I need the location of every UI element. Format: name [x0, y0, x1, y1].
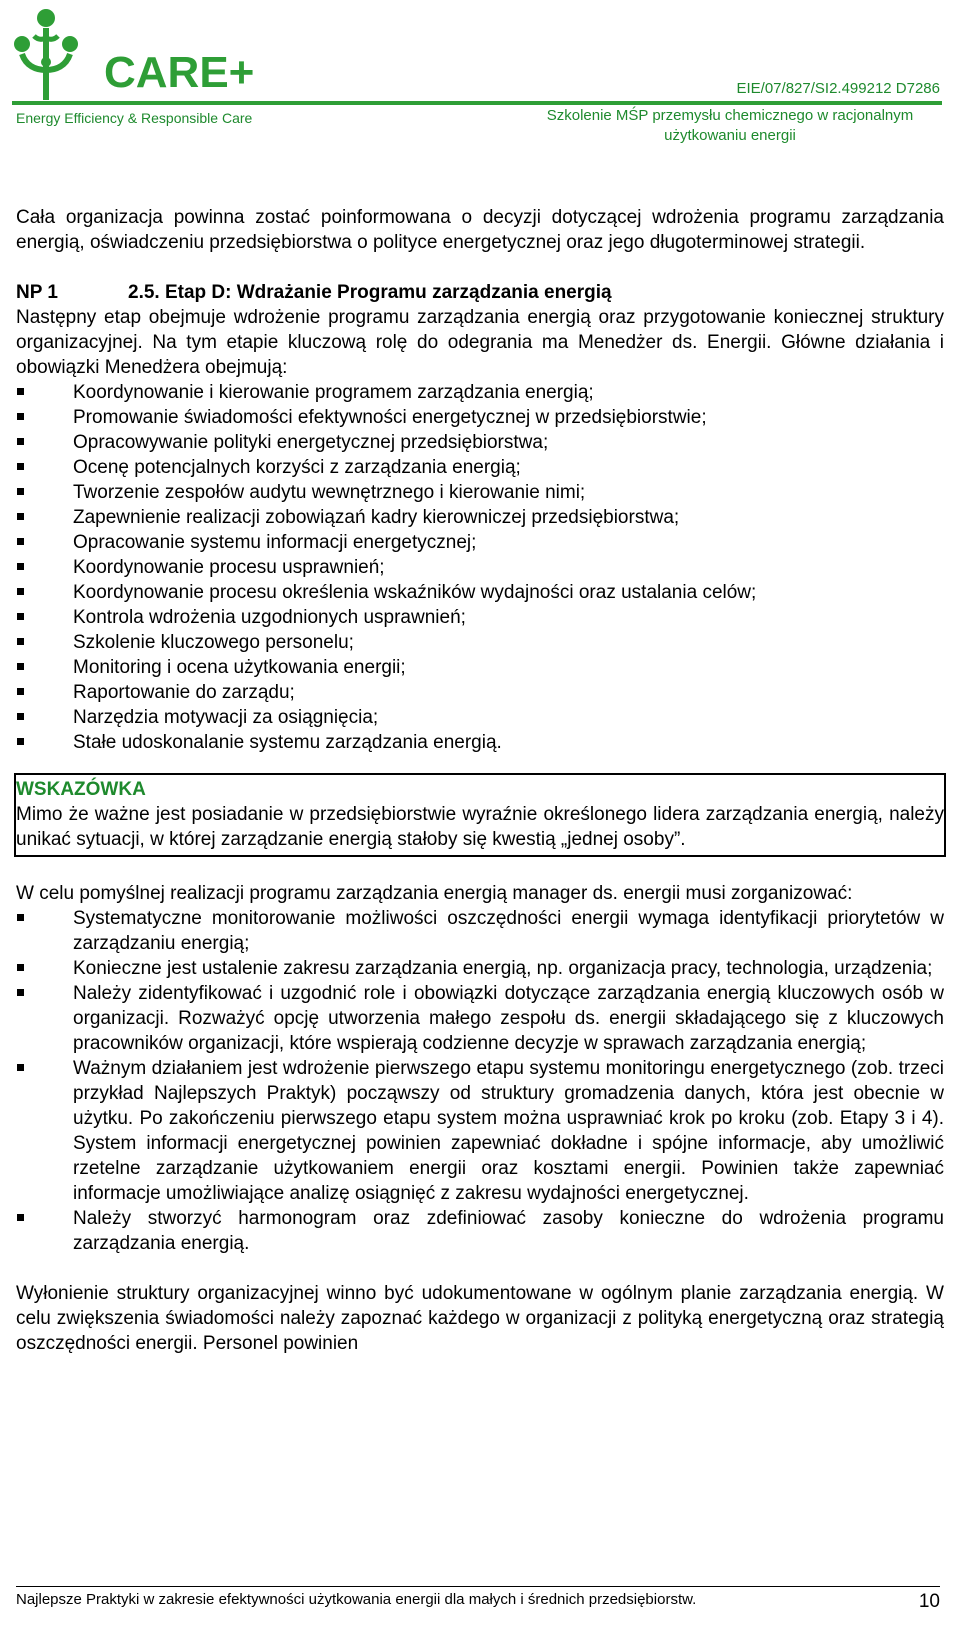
hint-box	[14, 773, 946, 857]
header-rule	[12, 101, 942, 105]
section-paragraph: Następny etap obejmuje wdrożenie programu zarządzania energią oraz przygotowanie koniecznej struktury organizacyjnej. Na tym etapie kluczową rolę do odegrania ma Menedżer ds. Energii. Główne działania i obowiązki Menedżera obejmują:	[16, 307, 944, 378]
hint-title: WSKAZÓWKA	[16, 779, 146, 800]
list-item: Szkolenie kluczowego personelu;	[16, 630, 944, 655]
list-item: Monitoring i ocena użytkowania energii;	[16, 655, 944, 680]
page-footer	[16, 1586, 940, 1613]
care-plus-logo	[12, 4, 272, 124]
footer-text: Najlepsze Praktyki w zakresie efektywności użytkowania energii dla małych i średnich przedsiębiorstw.	[16, 1591, 697, 1608]
list-item: Opracowywanie polityki energetycznej przedsiębiorstwa;	[16, 430, 944, 455]
list-item: Kontrola wdrożenia uzgodnionych usprawnień;	[16, 605, 944, 630]
organize-intro: W celu pomyślnej realizacji programu zarządzania energią manager ds. energii musi zorganizować:	[16, 883, 853, 904]
list-item: Ważnym działaniem jest wdrożenie pierwszego etapu systemu monitoringu energetycznego (zob. trzeci przykład Najlepszych Praktyk) począwszy od struktury gromadzenia danych, która jest obecnie w użytku. Po zakończeniu pierwszego etapu system można usprawniać krok po kroku (zob. Etapy 3 i 4). System informacji energetycznej powinien zapewniać dokładne i spójne informacje, aby umożliwić rzetelne zarządzanie użytkowaniem energii oraz kosztami energii. Powinien także zapewniać informacje umożliwiające analizę osiągnięć z zakresu wydajności energetycznej.	[16, 1056, 944, 1206]
list-item: Opracowanie systemu informacji energetycznej;	[16, 530, 944, 555]
page-number: 10	[918, 1591, 940, 1612]
list-item: Tworzenie zespołów audytu wewnętrznego i kierowanie nimi;	[16, 480, 944, 505]
list-item: Koordynowanie procesu usprawnień;	[16, 555, 944, 580]
list-item: Systematyczne monitorowanie możliwości oszczędności energii wymaga identyfikacji priorytetów w zarządzaniu energią;	[16, 906, 944, 956]
list-item: Ocenę potencjalnych korzyści z zarządzania energią;	[16, 455, 944, 480]
section-title: 2.5. Etap D: Wdrażanie Programu zarządzania energią	[128, 282, 612, 303]
document-code: EIE/07/827/SI2.499212 D7286	[736, 80, 940, 97]
organize-list	[16, 906, 944, 1256]
list-item: Stałe udoskonalanie systemu zarządzania energią.	[16, 730, 944, 755]
list-item: Koordynowanie procesu określenia wskaźników wydajności oraz ustalania celów;	[16, 580, 944, 605]
intro-paragraph: Cała organizacja powinna zostać poinformowana o decyzji dotyczącej wdrożenia programu zarządzania energią, oświadczeniu przedsiębiorstwa o polityce energetycznej oraz jego długoterminowej strategii.	[16, 207, 944, 253]
list-item: Promowanie świadomości efektywności energetycznej w przedsiębiorstwie;	[16, 405, 944, 430]
list-item: Konieczne jest ustalenie zakresu zarządzania energią, np. organizacja pracy, technologia, urządzenia;	[16, 956, 944, 981]
section-heading	[16, 280, 944, 305]
list-item: Zapewnienie realizacji zobowiązań kadry kierowniczej przedsiębiorstwa;	[16, 505, 944, 530]
duties-list	[16, 380, 944, 755]
hint-text: Mimo że ważne jest posiadanie w przedsiębiorstwie wyraźnie określonego lidera zarządzania energią, należy unikać sytuacji, w której zarządzanie energią stałoby się kwestią „jednej osoby”.	[16, 804, 944, 850]
page-header	[0, 0, 960, 160]
list-item: Należy stworzyć harmonogram oraz zdefiniować zasoby konieczne do wdrożenia programu zarządzania energią.	[16, 1206, 944, 1256]
page-content	[16, 205, 944, 1356]
list-item: Koordynowanie i kierowanie programem zarządzania energią;	[16, 380, 944, 405]
list-item: Narzędzia motywacji za osiągnięcia;	[16, 705, 944, 730]
closing-paragraph: Wyłonienie struktury organizacyjnej winno być udokumentowane w ogólnym planie zarządzania energią. W celu zwiększenia świadomości należy zapoznać każdego w organizacji z polityką energetyczną oraz strategią oszczędności energii. Personel powinien	[16, 1283, 944, 1354]
list-item: Raportowanie do zarządu;	[16, 680, 944, 705]
list-item: Należy zidentyfikować i uzgodnić role i obowiązki dotyczące zarządzania energią kluczowych osób w organizacji. Rozważyć opcję utworzenia małego zespołu ds. energii składającego się z kluczowych pracowników organizacji, które wspierają codzienne decyzje w sprawach zarządzania energią;	[16, 981, 944, 1056]
document-subtitle: Szkolenie MŚP przemysłu chemicznego w racjonalnym użytkowaniu energii	[546, 107, 914, 144]
logo-text: CARE+	[104, 48, 255, 97]
logo-tagline: Energy Efficiency & Responsible Care	[16, 110, 253, 126]
np-label: NP 1	[16, 282, 58, 303]
care-plus-logo-icon	[12, 4, 112, 104]
